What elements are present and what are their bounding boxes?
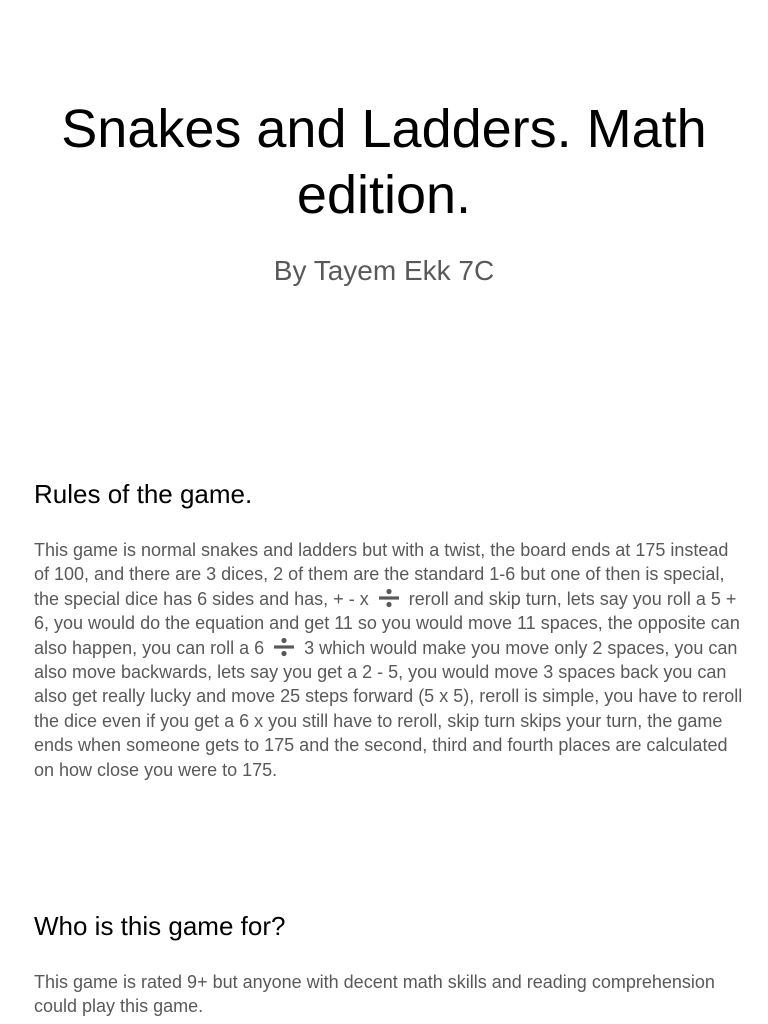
division-sign-icon <box>273 637 295 657</box>
rules-text-part-2: reroll and skip turn, lets say you roll a 5 + 6, you would do the equation and get 11 so you would move 11 spaces, the opposite can also happen, you can roll a 6 <box>34 588 740 658</box>
audience-body: This game is rated 9+ but anyone with decent math skills and reading comprehension could play this game. <box>34 972 715 1017</box>
rules-heading: Rules of the game. <box>34 479 253 509</box>
audience-heading: Who is this game for? <box>34 911 286 941</box>
division-sign-icon <box>378 588 400 608</box>
audience-section <box>34 909 744 1019</box>
rules-text-part-1: This game is normal snakes and ladders but with a twist, the board ends at 175 instead of 100, and there are 3 dices, 2 of them are the standard 1-6 but one of then is special, the special dice has 6 sides and has, + - x <box>34 540 729 609</box>
document-subtitle: By Tayem Ekk 7C <box>273 255 495 286</box>
title-block <box>0 96 768 288</box>
rules-section <box>34 477 744 782</box>
rules-text-part-3: 3 which would make you move only 2 spaces, you can also move backwards, lets say you get a 2 - 5, you would move 3 spaces back you can also get really lucky and move 25 steps forward (5 x 5), reroll is simple, you have to reroll the dice even if you get a 6 x you still have to reroll, skip turn skips your turn, the game ends when someone gets to 175 and the second, third and fourth places are calculated on how close you were to 175. <box>34 637 743 780</box>
document-title: Snakes and Ladders. Math edition. <box>61 99 707 225</box>
rules-body <box>34 538 744 782</box>
